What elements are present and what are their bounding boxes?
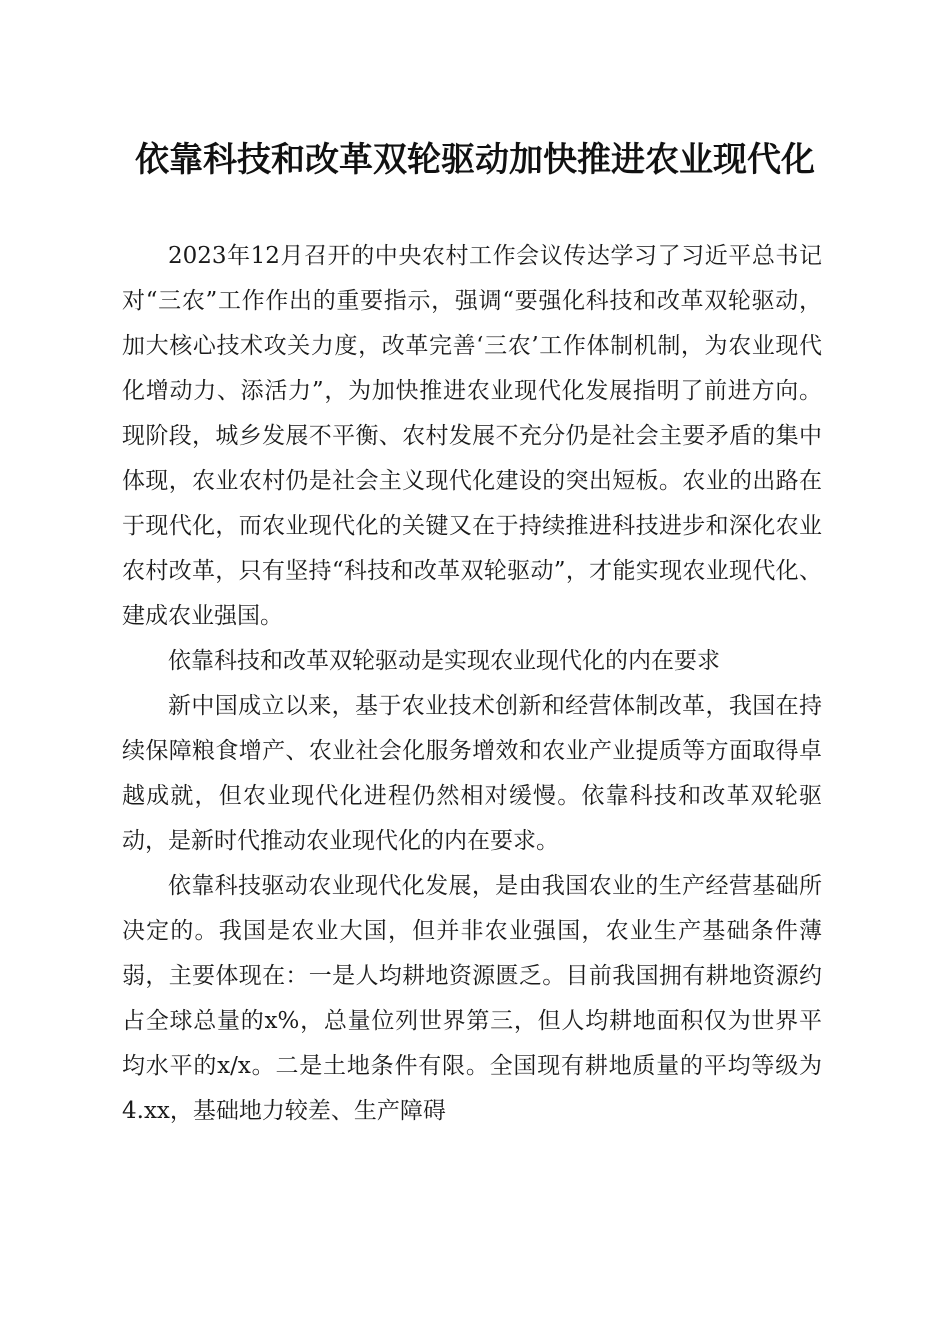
section-heading: 依靠科技和改革双轮驱动是实现农业现代化的内在要求 (168, 648, 720, 674)
paragraph-tech-driven: 依靠科技驱动农业现代化发展，是由我国农业的生产经营基础所决定的。我国是农业大国，但并非农业强国，农业生产基础条件薄弱，主要体现在：一是人均耕地资源匮乏。目前我国拥有耕地资源约占全球总量的x%，总量位列世界第三，但人均耕地面积仅为世界平均水平的x/x。二是土地条件有限。全国现有耕地质量的平均等级为4.xx，基础地力较差、生产障碍 (122, 873, 822, 1124)
document-title: 依靠科技和改革双轮驱动加快推进农业现代化 (135, 140, 815, 180)
document-body (122, 234, 822, 1134)
paragraph-history: 新中国成立以来，基于农业技术创新和经营体制改革，我国在持续保障粮食增产、农业社会化服务增效和农业产业提质等方面取得卓越成就，但农业现代化进程仍然相对缓慢。依靠科技和改革双轮驱动，是新时代推动农业现代化的内在要求。 (122, 693, 822, 854)
paragraph-intro: 2023年12月召开的中央农村工作会议传达学习了习近平总书记对“三农”工作作出的重要指示，强调“要强化科技和改革双轮驱动，加大核心技术攻关力度，改革完善‘三农’工作体制机制，为农业现代化增动力、添活力”，为加快推进农业现代化发展指明了前进方向。现阶段，城乡发展不平衡、农村发展不充分仍是社会主要矛盾的集中体现，农业农村仍是社会主义现代化建设的突出短板。农业的出路在于现代化，而农业现代化的关键又在于持续推进科技进步和深化农业农村改革，只有坚持“科技和改革双轮驱动”，才能实现农业现代化、建成农业强国。 (122, 243, 822, 629)
